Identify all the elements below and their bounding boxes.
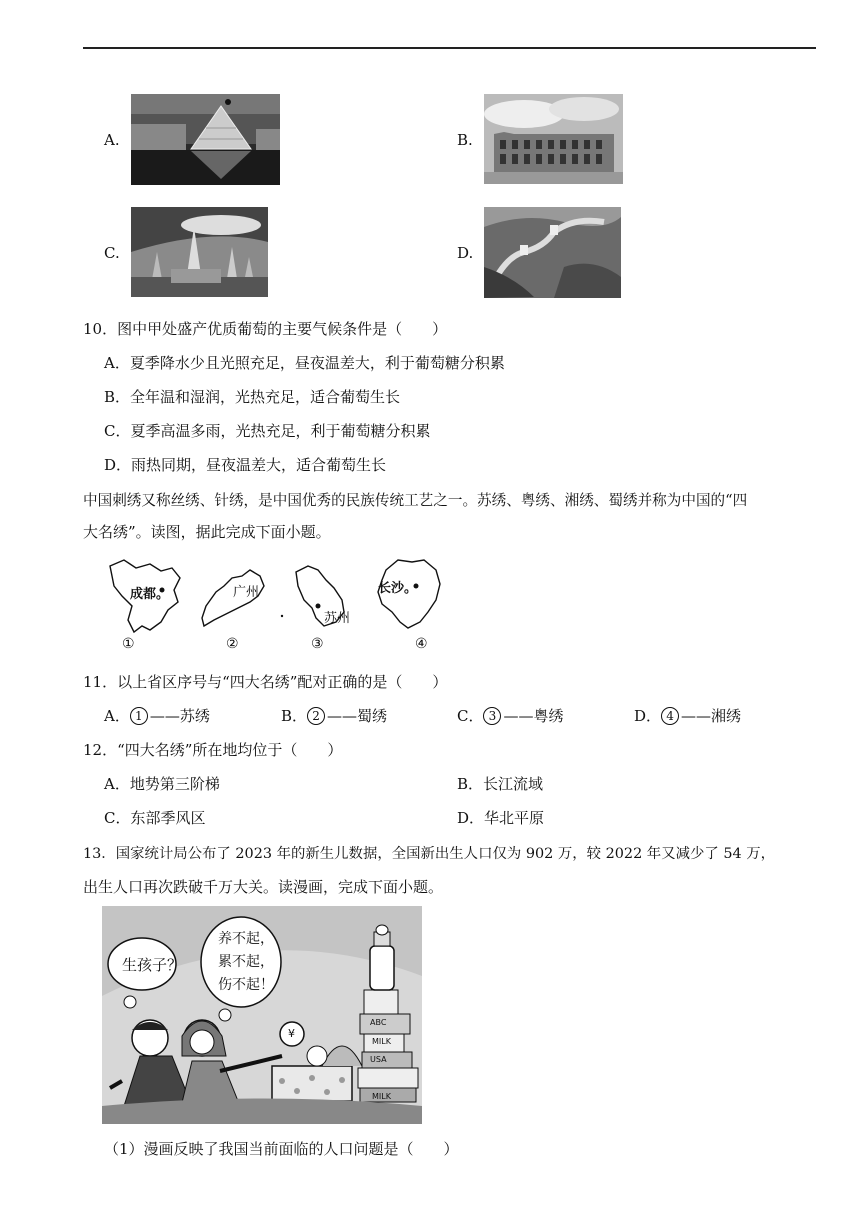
cartoon-box-label: MILK [372, 1092, 391, 1101]
map-label-chengdu: 成都。 [130, 587, 170, 602]
option-label-d: D. [457, 244, 474, 262]
map-number-3: ③ [311, 636, 324, 652]
great-wall-photo [484, 207, 621, 298]
q11-option-a: A． 1 ——苏绣 [104, 707, 210, 725]
map-label-changsha: 长沙。 [378, 581, 418, 596]
option-label-c: C. [104, 244, 120, 262]
q13-line-1: 13．国家统计局公布了 2023 年的新生儿数据，全国新出生人口仅为 902 万，较 2022 年又减少了 54 万， [83, 846, 775, 862]
cartoon-box-label: MILK [372, 1037, 391, 1046]
q10-option-c: C．夏季高温多雨，光热充足，利于葡萄糖分积累 [104, 422, 431, 440]
q10-option-a: A．夏季降水少且光照充足，昼夜温差大，利于葡萄糖分积累 [104, 354, 505, 372]
cartoon-bubble-right-3: 伤不起！ [218, 977, 274, 993]
population-cartoon [102, 906, 422, 1124]
map-number-4: ④ [415, 636, 428, 652]
yuan-coin-icon: ¥ [288, 1027, 295, 1040]
circled-number: 4 [661, 707, 679, 725]
q10-option-b: B．全年温和湿润，光热充足，适合葡萄生长 [104, 388, 401, 406]
cartoon-bubble-right-1: 养不起， [218, 931, 274, 947]
cartoon-bubble-left: 生孩子？ [122, 956, 183, 974]
q12-option-a: A．地势第三阶梯 [104, 775, 220, 793]
q11-option-d: D． 4 ——湘绣 [634, 707, 742, 725]
header-rule [83, 47, 816, 49]
map-label-suzhou: 苏州 [324, 611, 351, 626]
map-label-guangzhou: 广州 [233, 585, 260, 600]
circled-number: 1 [130, 707, 148, 725]
cartoon-bubble-right-2: 累不起， [218, 954, 274, 970]
colosseum-photo [484, 94, 623, 184]
q11-option-c: C． 3 ——粤绣 [457, 707, 564, 725]
map-number-1: ① [122, 636, 135, 652]
louvre-pyramid-photo [131, 94, 280, 185]
circled-number: 2 [307, 707, 325, 725]
option-label-a: A. [104, 131, 120, 149]
q11-option-b: B． 2 ——蜀绣 [281, 707, 388, 725]
q10-stem: 10．图中甲处盛产优质葡萄的主要气候条件是（ ） [83, 320, 448, 338]
q13-line-2: 出生人口再次跌破千万大关。读漫画，完成下面小题。 [83, 878, 444, 896]
q10-option-d: D．雨热同期，昼夜温差大，适合葡萄生长 [104, 456, 387, 474]
intro-line-2: 大名绣”。读图，据此完成下面小题。 [83, 523, 331, 541]
q12-option-d: D．华北平原 [457, 809, 545, 827]
cartoon-box-label: ABC [370, 1018, 387, 1027]
q12-option-b: B．长江流域 [457, 775, 544, 793]
q12-option-c: C．东部季风区 [104, 809, 206, 827]
circled-number: 3 [483, 707, 501, 725]
intro-line-1: 中国刺绣又称丝绣、针绣，是中国优秀的民族传统工艺之一。苏绣、粤绣、湘绣、蜀绣并称为中国的“四 [83, 492, 748, 509]
map-number-2: ② [226, 636, 239, 652]
pagoda-temple-photo [131, 207, 268, 297]
option-label-b: B. [457, 131, 473, 149]
q12-stem: 12．“四大名绣”所在地均位于（ ） [83, 741, 343, 759]
province-maps [106, 556, 446, 656]
q11-stem: 11．以上省区序号与“四大名绣”配对正确的是（ ） [83, 673, 448, 691]
q13-sub-1: （1）漫画反映了我国当前面临的人口问题是（ ） [104, 1140, 459, 1158]
cartoon-box-label: USA [370, 1055, 387, 1064]
